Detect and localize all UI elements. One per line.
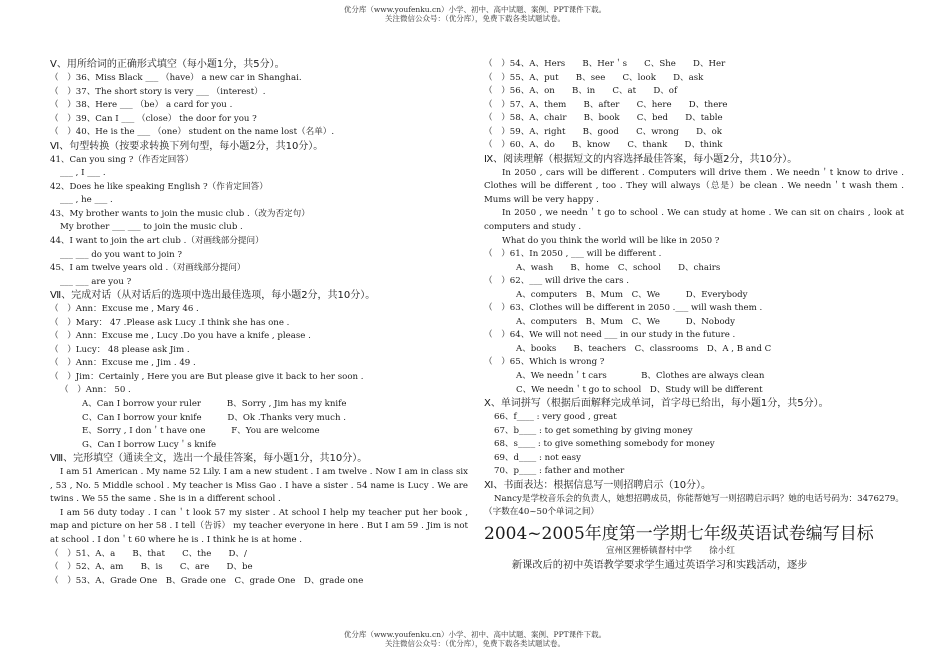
question-42: 42、Does he like speaking English ?（作肯定回答）: [50, 181, 268, 192]
page-header: [0, 5, 950, 23]
options-63: A、computers B、Mum C、We D、Nobody: [516, 316, 735, 327]
question-38: （ ）38、Here ___ （be） a card for you .: [50, 100, 233, 111]
question-70: 70、p____ : father and mother: [494, 466, 625, 477]
question-55: （ ）55、A、put B、see C、look D、ask: [484, 72, 704, 83]
writing-task: Nancy是学校音乐会的负责人，她想招聘成员，你能帮她写一则招聘启示吗？她的电话号码为：3476279。（字数在40~50个单词之间）: [484, 493, 904, 518]
section-9-title: Ⅸ、阅读理解（根据短文的内容选择最佳答案，每小题2分，共10分）。: [484, 153, 798, 165]
dialog-options-cd: C、Can I borrow your knife D、Ok .Thanks very much .: [82, 412, 346, 423]
question-39: （ ）39、Can I ___ （close） the door for you ?: [50, 113, 257, 124]
question-44: 44、I want to join the art club .（对画线部分提问）: [50, 236, 264, 247]
reading-paragraph-1: In 2050 , cars will be different . Computers will drive them . We needn＇t know to drive . Clothes will be different , too . They will always（总是）be clean . We needn＇t wash them . Mums will be very happy .: [484, 167, 904, 205]
question-59: （ ）59、A、right B、good C、wrong D、ok: [484, 126, 722, 137]
dialog-line-5: （ ）Ann：Excuse me , Jim . 49 .: [50, 358, 196, 369]
reading-paragraph-2: In 2050 , we needn＇t go to school . We can study at home . We can sit on chairs , look at computers and study .: [484, 208, 904, 233]
question-43: 43、My brother wants to join the music club .（改为否定句）: [50, 208, 310, 219]
footer-line-2: 关注微信公众号：（优分库），免费下载各类试题试卷。: [385, 639, 565, 648]
footer-line-1: 优分库（www.youfenku.cn）小学、初中、高中试题、案例、PPT课件下载。: [343, 630, 607, 639]
question-60: （ ）60、A、do B、know C、thank D、think: [484, 140, 723, 151]
dialog-line-6: （ ）Jim：Certainly , Here you are But please give it back to her soon .: [50, 371, 364, 382]
question-63: （ ）63、Clothes will be different in 2050 .___ will wash them .: [484, 303, 763, 314]
section-10-title: Ⅹ、单词拼写（根据后面解释完成单词，首字母已给出，每小题1分，共5分）。: [484, 398, 829, 410]
answer-45: ___ ___ are you ?: [60, 276, 132, 287]
question-67: 67、b____ : to get something by giving money: [494, 425, 693, 436]
page-footer: [0, 630, 950, 648]
question-58: （ ）58、A、chair B、book C、bed D、table: [484, 113, 723, 124]
dialog-options-ab: A、Can I borrow your ruler B、Sorry , Jim has my knife: [82, 399, 347, 410]
question-40: （ ）40、He is the ___ （one） student on the name lost（名单）.: [50, 127, 335, 138]
author-line: 宣州区狸桥镇督村中学 徐小红: [606, 545, 735, 556]
answer-44: ___ ___ do you want to join ?: [60, 249, 182, 260]
question-64: （ ）64、We will not need ___ in our study in the future .: [484, 330, 736, 341]
options-62: A、computers B、Mum C、We D、Everybody: [516, 289, 748, 300]
options-61: A、wash B、home C、school D、chairs: [516, 262, 721, 273]
section-11-title: Ⅺ、书面表达：根据信息写一则招聘启示（10分）。: [484, 479, 712, 491]
question-56: （ ）56、A、on B、in C、at D、of: [484, 86, 678, 97]
header-line-2: 关注微信公众号：（优分库），免费下载各类试题试卷。: [385, 14, 565, 23]
answer-43: My brother ___ ___ to join the music club .: [60, 222, 243, 233]
document-title: 2004~2005年度第一学期七年级英语试卷编写目标: [484, 523, 874, 544]
cloze-paragraph-1: I am 51 American . My name 52 Lily. I am a new student . I am twelve . Now I am in class six , 53 , No. 5 Middle school . My teacher is Miss Gao . I have a sister . 54 name is Lucy . We are twins . We 55 the same . She is in a different school .: [50, 467, 468, 505]
dialog-line-1: （ ）Ann：Excuse me , Mary 46 .: [50, 304, 199, 315]
question-62: （ ）62、___ will drive the cars .: [484, 276, 630, 287]
question-54: （ ）54、A、Hers B、Her＇s C、She D、Her: [484, 59, 726, 69]
question-69: 69、d____ : not easy: [494, 452, 581, 463]
section-8-title: Ⅷ、完形填空（通读全文，选出一个最佳答案，每小题1分，共10分）。: [50, 453, 368, 465]
answer-42: ___ , he ___ .: [60, 195, 113, 206]
section-7-title: Ⅶ、完成对话（从对话后的选项中选出最佳选项，每小题2分，共10分）。: [50, 290, 376, 302]
dialog-line-7: （ ）Ann： 50 .: [60, 385, 131, 396]
question-53: （ ）53、A、Grade One B、Grade one C、grade One D、grade one: [50, 575, 364, 586]
options-65-cd: C、We needn＇t go to school D、Study will be different: [516, 384, 763, 395]
question-52: （ ）52、A、am B、is C、are D、be: [50, 562, 253, 573]
dialog-line-4: （ ）Lucy： 48 please ask Jim .: [50, 344, 190, 355]
options-65-ab: A、We needn＇t cars B、Clothes are always clean: [516, 371, 765, 382]
cloze-paragraph-2: I am 56 duty today . I can＇t look 57 my sister . At school I help my teacher put her book , map and picture on her 58 . I tell（告诉） my teacher everyone in here . But I am 59 . Jim is not at school . I don＇t 60 where he is . I think he is at home .: [50, 507, 468, 545]
question-51: （ ）51、A、a B、that C、the D、/: [50, 548, 247, 559]
question-57: （ ）57、A、them B、after C、here D、there: [484, 99, 728, 110]
question-37: （ ）37、The short story is very ___ （interest）.: [50, 86, 266, 97]
question-68: 68、s____ : to give something somebody for money: [494, 439, 715, 450]
question-61: （ ）61、In 2050 , ___ will be different .: [484, 249, 662, 260]
options-64: A、books B、teachers C、classrooms D、A , B and C: [516, 343, 772, 354]
question-36: （ ）36、Miss Black ___ （have） a new car in Shanghai.: [50, 73, 302, 83]
section-6-title: Ⅵ、句型转换（按要求转换下列句型，每小题2分，共10分）。: [50, 140, 324, 152]
dialog-line-3: （ ）Ann：Excuse me , Lucy .Do you have a knife , please .: [50, 331, 311, 342]
header-line-1: 优分库（www.youfenku.cn）小学、初中、高中试题、案例、PPT课件下载。: [343, 5, 607, 14]
section-5-title: Ⅴ、用所给词的正确形式填空（每小题1分，共5分）。: [50, 59, 285, 70]
question-65: （ ）65、Which is wrong ?: [484, 357, 605, 368]
dialog-options-ef: E、Sorry , I don＇t have one F、You are welcome: [82, 426, 320, 437]
question-41: 41、Can you sing ?（作否定回答）: [50, 154, 194, 165]
reading-question: What do you think the world will be like in 2050 ?: [502, 235, 720, 246]
left-column: [50, 58, 468, 588]
intro-paragraph: 新课改后的初中英语教学要求学生通过英语学习和实践活动，逐步: [512, 559, 808, 571]
dialog-line-2: （ ）Mary： 47 .Please ask Lucy .I think she has one .: [50, 317, 290, 328]
answer-41: ___ , I ___ .: [60, 168, 106, 179]
question-45: 45、I am twelve years old .（对画线部分提问）: [50, 263, 246, 274]
right-column: [484, 58, 904, 573]
dialog-options-g: G、Can I borrow Lucy＇s knife: [82, 439, 217, 450]
question-66: 66、f____ : very good , great: [494, 412, 617, 423]
